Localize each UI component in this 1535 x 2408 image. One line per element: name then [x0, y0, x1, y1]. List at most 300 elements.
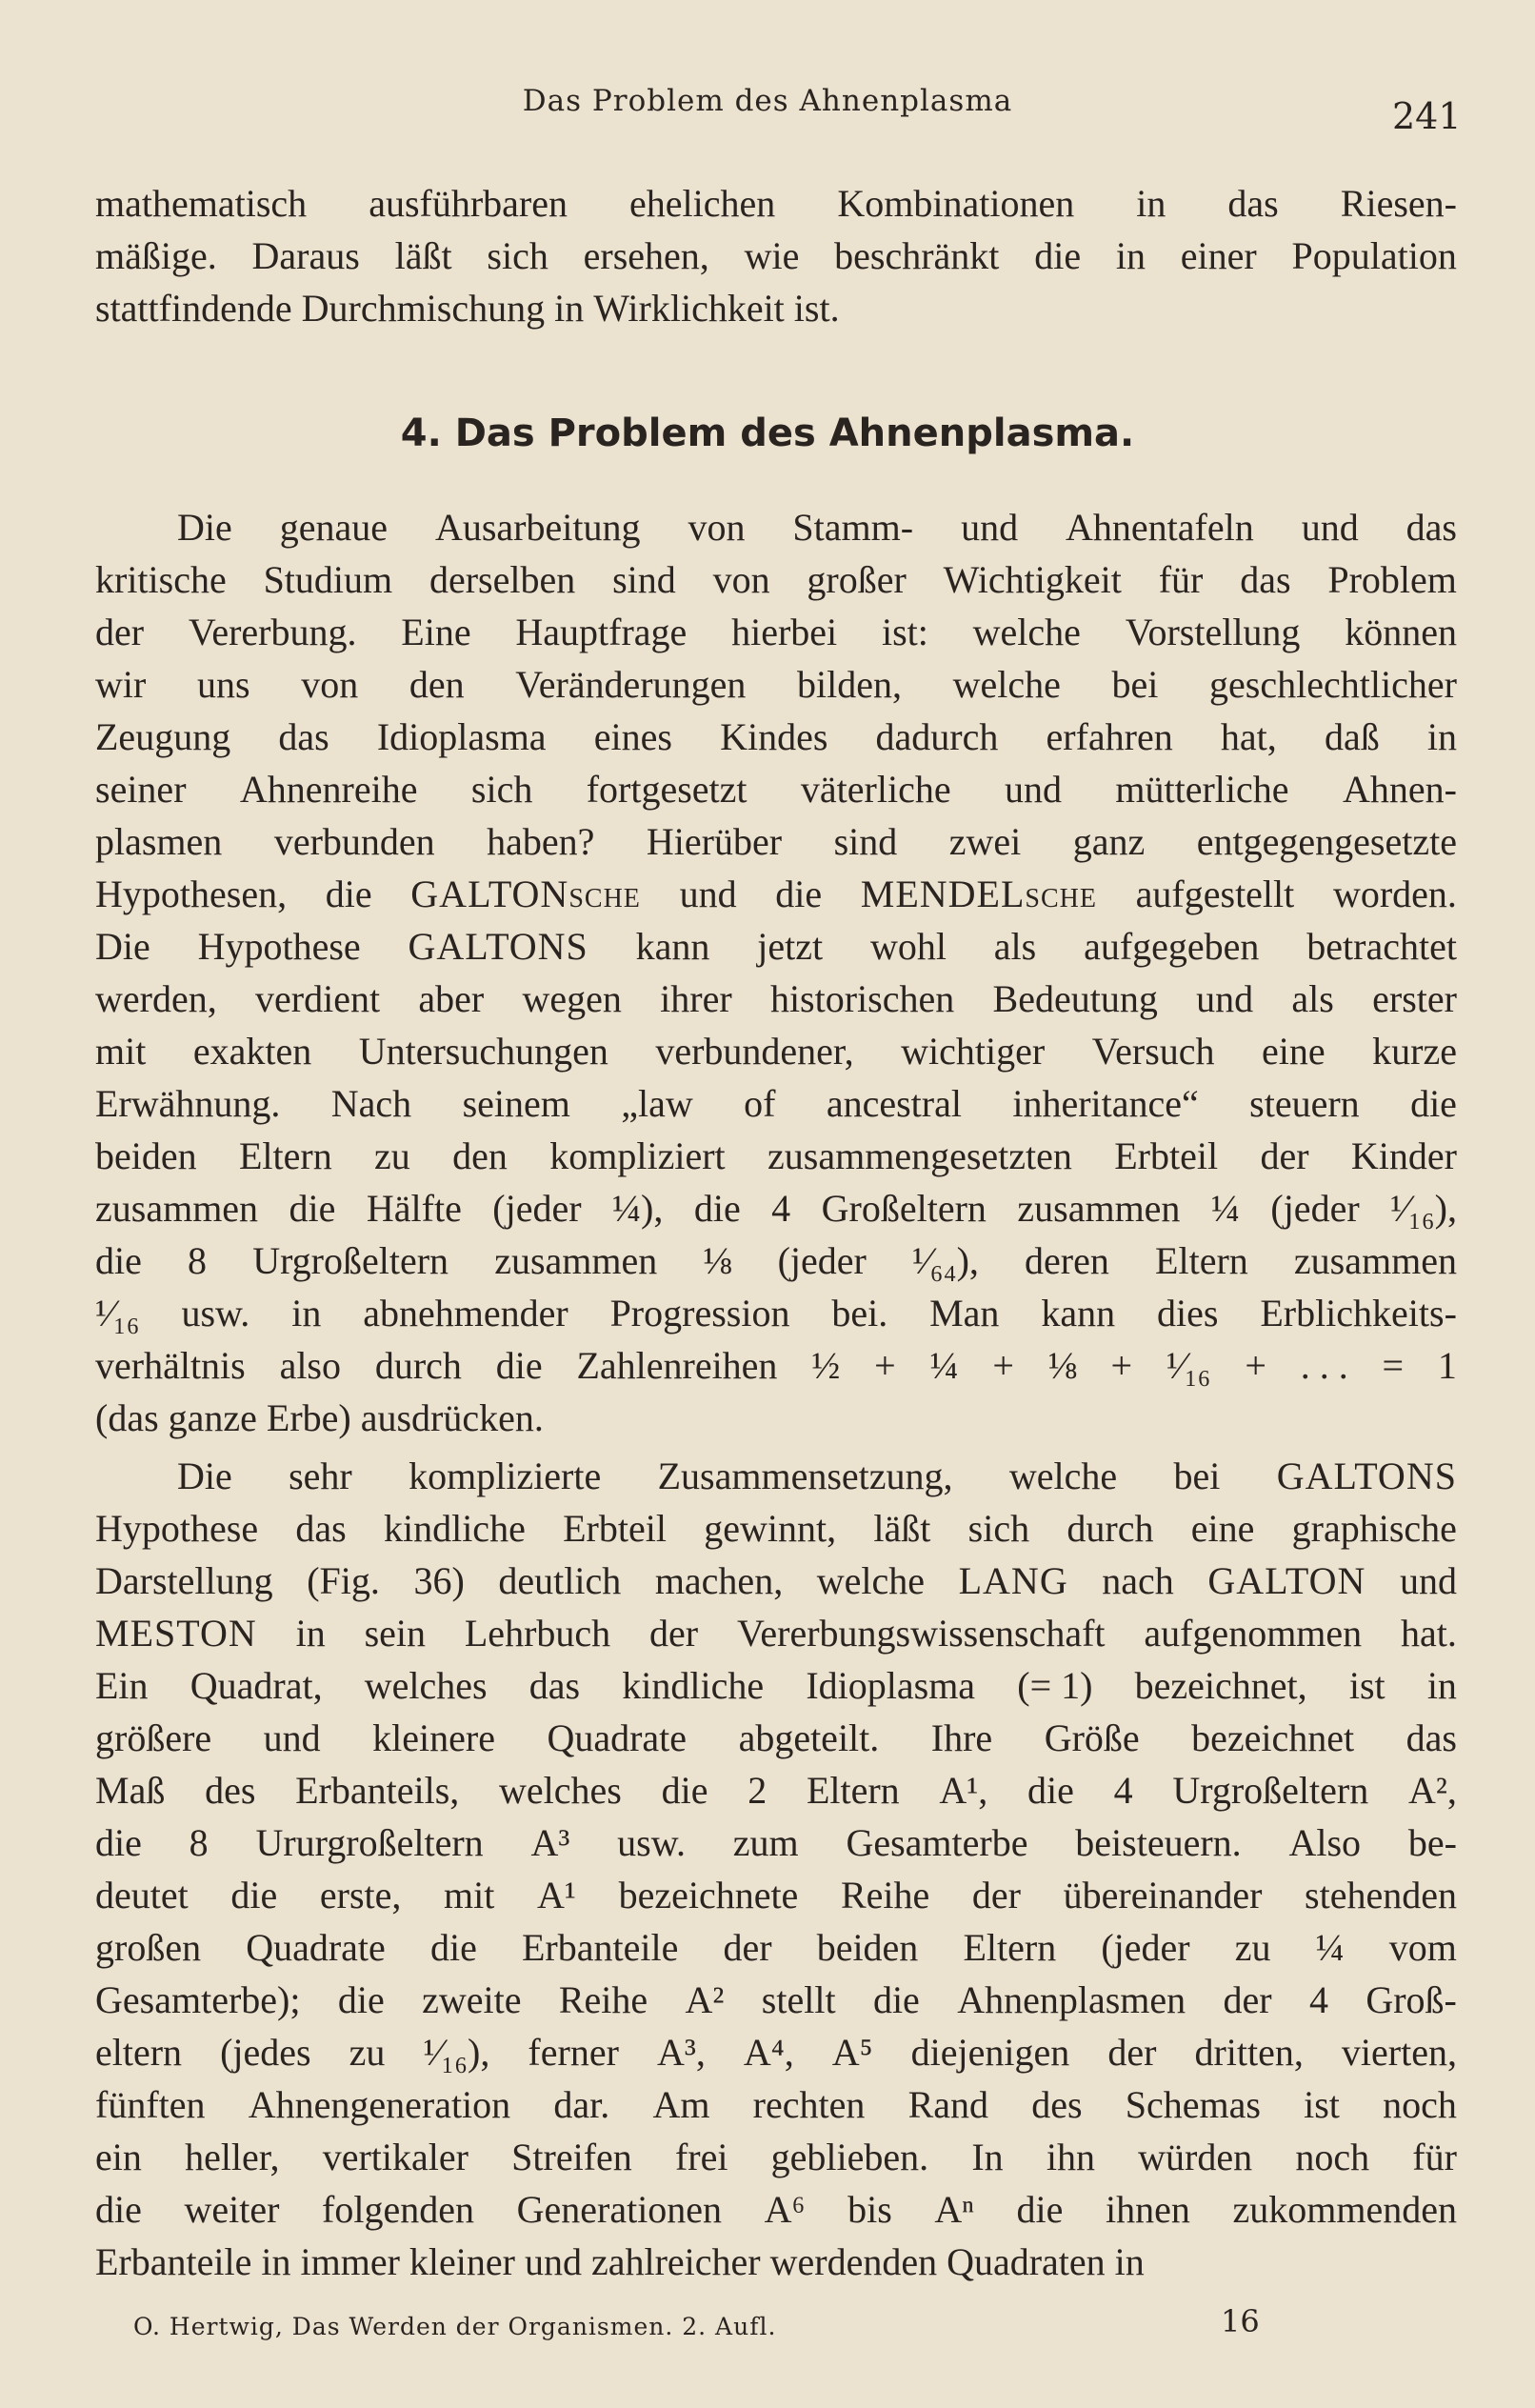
word: heller, [185, 2136, 280, 2178]
text-line [95, 1764, 1457, 1816]
word: Vorstellung [1125, 611, 1301, 653]
text-line [95, 553, 1457, 606]
word: sind [612, 558, 676, 601]
text-line [95, 920, 1457, 973]
word: können [1345, 611, 1457, 653]
word: und [1196, 977, 1254, 1020]
word: A¹, [939, 1769, 988, 1812]
word: Ihre [930, 1716, 993, 1759]
word: väterliche [800, 768, 951, 811]
word: ein [95, 2136, 142, 2178]
word: sich [470, 768, 533, 811]
word: erfahren [1046, 715, 1173, 758]
word: aufgenommen [1144, 1612, 1363, 1655]
word: und [679, 873, 737, 915]
word: inheritance“ [1012, 1082, 1199, 1125]
word: ¼ [1210, 1187, 1240, 1230]
word: welche [952, 663, 1061, 706]
word: der [1260, 1134, 1309, 1177]
word: Veränderungen [515, 663, 747, 706]
word: erster [1372, 977, 1457, 1020]
text-line [95, 2183, 1457, 2236]
word: A³, [656, 2031, 706, 2074]
word: 4 [771, 1187, 791, 1230]
text-line [95, 1234, 1457, 1287]
word: GALTONS [1276, 1455, 1457, 1497]
word: rechten [752, 2083, 866, 2126]
word: MENDELsche [860, 873, 1097, 915]
word: ehelichen [629, 182, 776, 225]
word: und [1005, 768, 1062, 811]
text-line [95, 868, 1457, 920]
word: die [693, 1187, 741, 1230]
word: ganz [1072, 820, 1146, 863]
page-number: 241 [1392, 95, 1462, 137]
word: Erbanteile [95, 2240, 252, 2283]
word: gewinnt, [704, 1507, 837, 1550]
word: (jeder [1270, 1187, 1360, 1230]
word: Wichtigkeit [943, 558, 1122, 601]
word: (jeder [1101, 1926, 1190, 1969]
word: welches [499, 1769, 622, 1812]
word: hat, [1220, 715, 1277, 758]
word: Die [95, 925, 150, 968]
word: großer [807, 558, 907, 601]
word: stellt [761, 1978, 836, 2021]
word: Studium [263, 558, 393, 601]
word: wohl [869, 925, 947, 968]
paragraph-1 [95, 501, 1457, 1444]
word: Zeugung [95, 715, 231, 758]
word: beisteuern. [1075, 1821, 1242, 1864]
text-line [95, 1392, 1457, 1444]
word: Ahnengeneration [248, 2083, 511, 2126]
word: Idioplasma [376, 715, 547, 758]
word: das [278, 715, 329, 758]
word: Gesamterbe); [95, 1978, 301, 2021]
word: ist [1348, 1664, 1385, 1707]
word: Nach [330, 1082, 412, 1125]
word: läßt [873, 1507, 931, 1550]
word: bezeichnet [1191, 1716, 1355, 1759]
word: dadurch [875, 715, 999, 758]
text-line [95, 1182, 1457, 1234]
word: Aⁿ [934, 2188, 974, 2231]
word: wegen [522, 977, 622, 1020]
word: Großeltern [821, 1187, 987, 1230]
word: in [554, 287, 585, 330]
word: dritten, [1194, 2031, 1304, 2074]
word: Groß- [1366, 1978, 1457, 2021]
word: usw. [181, 1292, 250, 1334]
word: die [1034, 234, 1082, 277]
word: GALTONS [408, 925, 588, 968]
word: Riesen- [1340, 182, 1457, 225]
word: das [1405, 1716, 1457, 1759]
text-line [95, 711, 1457, 763]
word: diejenigen [910, 2031, 1070, 2074]
word: GALTONsche [410, 873, 641, 915]
word: großen [95, 1926, 202, 1969]
word: ist: [881, 611, 928, 653]
signature-mark: 16 [1221, 2303, 1260, 2339]
word: mütterliche [1115, 768, 1289, 811]
word: sich [487, 234, 548, 277]
word: seiner [95, 768, 187, 811]
word: zu [349, 2031, 386, 2074]
word: ¹⁄₁₆ [95, 1292, 140, 1334]
word: als [993, 925, 1037, 968]
footer-book-reference: O. Hertwig, Das Werden der Organismen. 2. Aufl. [133, 2313, 777, 2340]
word: vierten, [1341, 2031, 1457, 2074]
word: kritische [95, 558, 227, 601]
word: Urgroßeltern [1172, 1769, 1369, 1812]
text-line [95, 501, 1457, 553]
word: Erwähnung. [95, 1082, 281, 1125]
word: größere [95, 1716, 212, 1759]
word: bei [1173, 1455, 1221, 1497]
word: = [1382, 1344, 1405, 1387]
word: Ahnentafeln [1066, 506, 1254, 549]
word: deutlich [498, 1559, 622, 1602]
word: welches [364, 1664, 488, 1707]
word: zusammen [1017, 1187, 1181, 1230]
word: in [1426, 1664, 1457, 1707]
word: kleiner [409, 2240, 515, 2283]
word: Am [652, 2083, 710, 2126]
word: Lehrbuch [464, 1612, 611, 1655]
text-line [95, 1816, 1457, 1869]
word: (= 1) [1017, 1664, 1093, 1707]
text-line [95, 2078, 1457, 2131]
word: die [95, 2188, 142, 2231]
word: beiden [816, 1926, 919, 1969]
word: Vererbung. [188, 611, 357, 653]
word: das [295, 1507, 347, 1550]
word: welche [816, 1559, 926, 1602]
word: Erbteil [1114, 1134, 1219, 1177]
word: 4 [1308, 1978, 1328, 2021]
word: ersehen, [583, 234, 709, 277]
word: Kindes [720, 715, 828, 758]
word: Erbteil [563, 1507, 667, 1550]
text-line [95, 1712, 1457, 1764]
word: Maß [95, 1769, 166, 1812]
word: das [528, 1664, 581, 1707]
word: Hauptfrage [515, 611, 688, 653]
text-line [95, 1659, 1457, 1712]
text-line [95, 282, 1457, 334]
word: erste, [319, 1874, 402, 1916]
word: Quadraten [947, 2240, 1106, 2283]
word: in [291, 1292, 322, 1334]
word: Progression [609, 1292, 790, 1334]
word: Größe [1044, 1716, 1140, 1759]
word: des [205, 1769, 256, 1812]
word: Untersuchungen [358, 1030, 608, 1073]
word: dar. [553, 2083, 610, 2126]
word: der [649, 1612, 699, 1655]
word: weiter [184, 2188, 280, 2231]
word: Durchmischung [301, 287, 546, 330]
word: ½ [811, 1344, 841, 1387]
word: aber [418, 977, 485, 1020]
word: be- [1407, 1821, 1457, 1864]
word: (jeder [492, 1187, 582, 1230]
word: kann [635, 925, 710, 968]
word: übereinander [1063, 1874, 1263, 1916]
word: kompliziert [549, 1134, 726, 1177]
word: ist [1304, 2083, 1340, 2126]
word: A³ [530, 1821, 570, 1864]
word: In [971, 2136, 1004, 2178]
word: deren [1025, 1239, 1109, 1282]
word: mäßige. [95, 234, 217, 277]
word: abgeteilt. [738, 1716, 880, 1759]
word: (das [95, 1396, 159, 1439]
word: bilden, [796, 663, 902, 706]
word: frei [674, 2136, 728, 2178]
word: eines [593, 715, 672, 758]
word: daß [1324, 715, 1380, 758]
word: den [409, 663, 465, 706]
word: bei. [831, 1292, 888, 1334]
word: sind [833, 820, 898, 863]
word: Schemas [1125, 2083, 1261, 2126]
word: verbundener, [655, 1030, 854, 1073]
word: dies [1156, 1292, 1219, 1334]
word: bei [1111, 663, 1159, 706]
word: fünften [95, 2083, 206, 2126]
word: Rand [907, 2083, 988, 2126]
word: Versuch [1091, 1030, 1215, 1073]
text-line [95, 1339, 1457, 1392]
word: die [325, 873, 372, 915]
word: die [1016, 2188, 1064, 2231]
word: ferner [528, 2031, 619, 2074]
word: 4 [1113, 1769, 1133, 1812]
word: ganze [168, 1396, 257, 1439]
word: Quadrate [246, 1926, 386, 1969]
word: Idioplasma [806, 1664, 976, 1707]
word: von [688, 506, 746, 549]
text-line [95, 2026, 1457, 2078]
text-line [95, 815, 1457, 868]
word: eltern [95, 2031, 183, 2074]
word: für [1158, 558, 1204, 601]
word: kleinere [372, 1716, 495, 1759]
word: . . . [1300, 1344, 1348, 1387]
word: Streifen [511, 2136, 632, 2178]
word: zusammen [1293, 1239, 1457, 1282]
word: Hypothese [95, 1507, 259, 1550]
word: Hierüber [646, 820, 783, 863]
word: usw. [617, 1821, 686, 1864]
word: ¼), [612, 1187, 664, 1230]
word: Erbe) [266, 1396, 351, 1439]
word: wichtiger [901, 1030, 1046, 1073]
text-line [95, 177, 1457, 230]
word: Population [1291, 234, 1457, 277]
word: Eltern [806, 1769, 900, 1812]
word: Erblichkeits- [1260, 1292, 1457, 1334]
word: das [1405, 506, 1457, 549]
word: ⅛ [703, 1239, 732, 1282]
word: Hälfte [366, 1187, 462, 1230]
word: die [872, 1978, 920, 2021]
word: werden, [95, 977, 217, 1020]
text-line [95, 1869, 1457, 1921]
word: 1 [1437, 1344, 1457, 1387]
word: würden [1138, 2136, 1253, 2178]
word: und [1399, 1559, 1457, 1602]
word: die [337, 1978, 385, 2021]
word: die [95, 1821, 142, 1864]
word: Erbanteile [521, 1926, 679, 1969]
word: stehenden [1305, 1874, 1457, 1916]
word: Die [177, 1455, 232, 1497]
word: die [775, 873, 823, 915]
word: verbunden [273, 820, 435, 863]
text-line [95, 606, 1457, 658]
word: deutet [95, 1874, 189, 1916]
word: sich [967, 1507, 1030, 1550]
word: in [261, 2240, 291, 2283]
word: Eltern [238, 1134, 332, 1177]
word: worden. [1332, 873, 1457, 915]
word: 36) [413, 1559, 465, 1602]
word: welche [1008, 1455, 1118, 1497]
word: ¹⁄₁₆), [1390, 1187, 1457, 1230]
word: wie [744, 234, 800, 277]
word: A⁴, [743, 2031, 794, 2074]
word: der [1223, 1978, 1272, 2021]
text-line [95, 973, 1457, 1025]
word: geblieben. [770, 2136, 929, 2178]
word: „law [621, 1082, 693, 1125]
word: steuern [1249, 1082, 1360, 1125]
word: exakten [192, 1030, 312, 1073]
word: ihnen [1106, 2188, 1190, 2231]
word: Eltern [1155, 1239, 1248, 1282]
word: Bedeutung [992, 977, 1158, 1020]
word: durch [1067, 1507, 1154, 1550]
word: A¹ [537, 1874, 576, 1916]
word: ¼ [929, 1344, 959, 1387]
word: eine [1262, 1030, 1326, 1073]
word: in [1114, 2240, 1145, 2283]
text-line [95, 1450, 1457, 1502]
word: eine [1190, 1507, 1255, 1550]
word: haben? [487, 820, 595, 863]
word: Kombinationen [837, 182, 1075, 225]
text-line [95, 2131, 1457, 2183]
word: läßt [394, 234, 452, 277]
word: bezeichnet, [1134, 1664, 1307, 1707]
word: zahlreicher [590, 2240, 761, 2283]
word: die [495, 1344, 543, 1387]
word: in [295, 1612, 326, 1655]
word: Hypothese [197, 925, 361, 968]
text-line [95, 1607, 1457, 1659]
word: Ausarbeitung [434, 506, 641, 549]
word: mit [95, 1030, 147, 1073]
text-line [95, 1025, 1457, 1077]
word: zusammen [95, 1187, 259, 1230]
word: 8 [188, 1239, 208, 1282]
word: ihrer [660, 977, 732, 1020]
word: A² [685, 1978, 725, 2021]
word: Wirklichkeit [593, 287, 785, 330]
word: Urgroßeltern [252, 1239, 449, 1282]
word: ist. [793, 287, 840, 330]
text-line [95, 2236, 1457, 2288]
word: durch [374, 1344, 462, 1387]
word: Quadrat, [189, 1664, 323, 1707]
word: ausführbaren [369, 182, 568, 225]
word: abnehmender [363, 1292, 568, 1334]
word: 2 [748, 1769, 768, 1812]
word: sein [364, 1612, 427, 1655]
word: mit [444, 1874, 495, 1916]
running-head: Das Problem des Ahnenplasma [522, 84, 1013, 118]
word: und [961, 506, 1019, 549]
word: das [1240, 558, 1291, 601]
word: die [289, 1187, 336, 1230]
word: in [1115, 234, 1146, 277]
word: A⁶ [764, 2188, 806, 2231]
word: plasmen [95, 820, 223, 863]
word: der [95, 611, 145, 653]
word: ¹⁄₁₆), [423, 2031, 490, 2074]
word: Hypothesen, [95, 873, 288, 915]
word: zusammengesetzten [768, 1134, 1072, 1177]
word: Ururgroßeltern [255, 1821, 484, 1864]
word: + [992, 1344, 1014, 1387]
word: of [744, 1082, 776, 1125]
text-line [95, 658, 1457, 711]
word: uns [196, 663, 250, 706]
text-line [95, 1130, 1457, 1182]
word: GALTON [1207, 1559, 1366, 1602]
word: derselben [429, 558, 576, 601]
word: von [301, 663, 359, 706]
word: Stamm- [792, 506, 914, 549]
word: welche [972, 611, 1081, 653]
word: geschlechtlicher [1209, 663, 1457, 706]
word: seinem [462, 1082, 570, 1125]
word: und [263, 1716, 321, 1759]
word: immer [300, 2240, 400, 2283]
word: nach [1102, 1559, 1174, 1602]
word: A², [1407, 1769, 1457, 1812]
word: + [874, 1344, 896, 1387]
word: Eltern [963, 1926, 1057, 1969]
word: ausdrücken. [360, 1396, 544, 1439]
word: der [971, 1874, 1021, 1916]
word: (jedes [220, 2031, 311, 2074]
continuation-paragraph [95, 177, 1457, 334]
word: Generationen [516, 2188, 723, 2231]
word: die [661, 1769, 708, 1812]
word: also [279, 1344, 341, 1387]
word: machen, [654, 1559, 784, 1602]
word: Daraus [251, 234, 360, 277]
word: als [1291, 977, 1334, 1020]
word: historischen [769, 977, 955, 1020]
word: den [452, 1134, 508, 1177]
paragraph-2 [95, 1450, 1457, 2288]
